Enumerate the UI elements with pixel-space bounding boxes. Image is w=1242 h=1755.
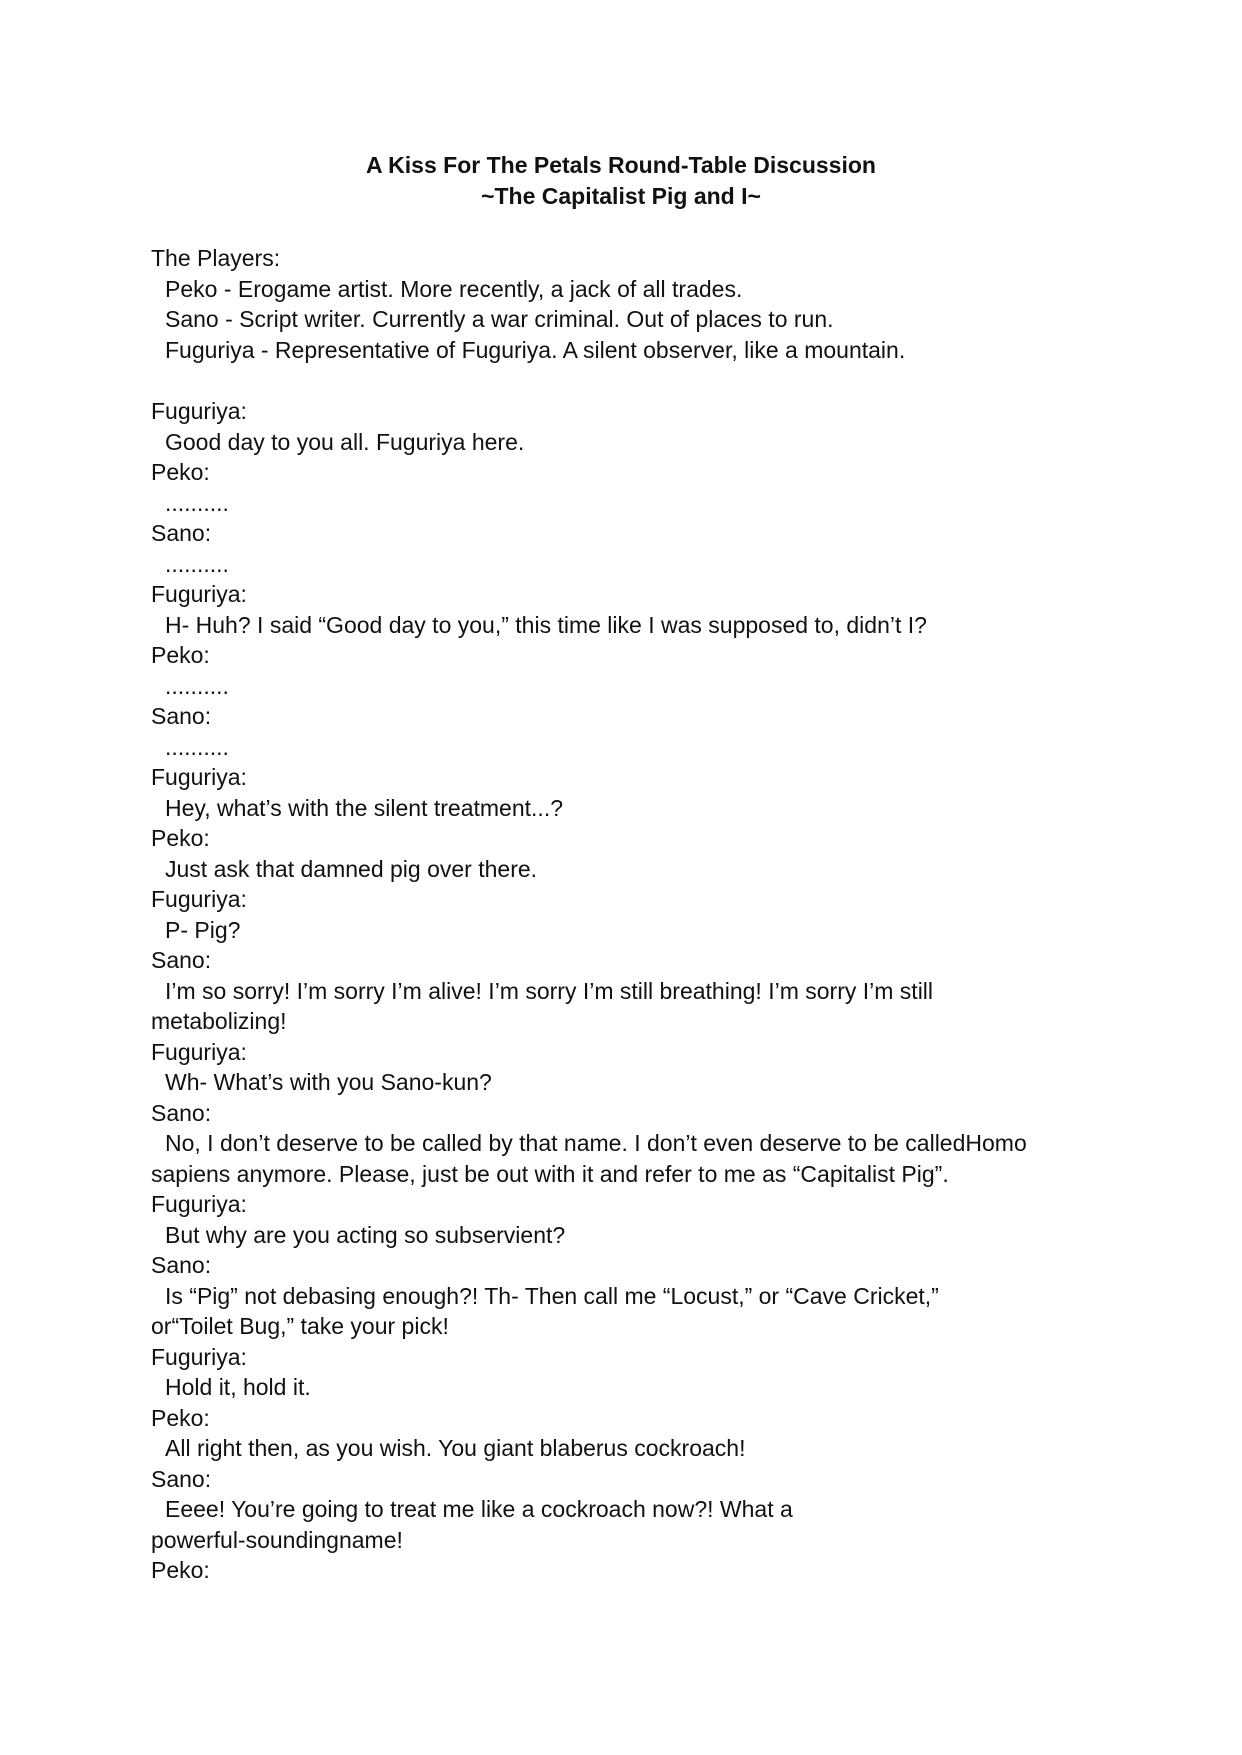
speaker-label: Peko:	[151, 825, 210, 851]
dialogue-line: H- Huh? I said “Good day to you,” this time like I was supposed to, didn’t I?	[165, 611, 927, 638]
dialogue-line: sapiens anymore. Please, just be out with it and refer to me as “Capitalist Pig”.	[151, 1160, 949, 1187]
dialogue-line: ..........	[165, 489, 229, 516]
dialogue-line: or“Toilet Bug,” take your pick!	[151, 1313, 449, 1339]
speaker-label: Fuguriya:	[151, 398, 247, 424]
speaker-label: Fuguriya:	[151, 886, 247, 912]
dialogue-line: ..........	[165, 550, 229, 577]
dialogue-line: ..........	[165, 733, 229, 760]
player-entry-peko: Peko - Erogame artist. More recently, a jack of all trades.	[165, 275, 743, 302]
dialogue-line: All right then, as you wish. You giant blaberus cockroach!	[165, 1435, 746, 1461]
dialogue-line: Is “Pig” not debasing enough?! Th- Then call me “Locust,” or “Cave Cricket,”	[165, 1282, 939, 1309]
speaker-label: Sano:	[151, 1465, 212, 1492]
speaker-label: Fuguriya:	[151, 581, 247, 607]
speaker-label: Fuguriya:	[151, 764, 247, 790]
dialogue-transcript	[151, 396, 1101, 1586]
dialogue-line: ..........	[165, 672, 229, 699]
speaker-label: Sano:	[151, 520, 212, 546]
speaker-label: Fuguriya:	[151, 1191, 247, 1217]
document-body	[151, 243, 1101, 1586]
dialogue-line: Good day to you all. Fuguriya here.	[165, 428, 525, 455]
document-subtitle: ~The Capitalist Pig and I~	[481, 183, 761, 209]
speaker-label: Sano:	[151, 703, 212, 729]
speaker-label: Fuguriya:	[151, 1038, 247, 1065]
speaker-label: Peko:	[151, 1557, 210, 1583]
speaker-label: Sano:	[151, 1099, 212, 1126]
dialogue-line: P- Pig?	[165, 916, 241, 943]
player-entry-fuguriya: Fuguriya - Representative of Fuguriya. A silent observer, like a mountain.	[165, 336, 906, 363]
players-heading: The Players:	[151, 245, 281, 271]
dialogue-line: Wh- What’s with you Sano-kun?	[165, 1069, 492, 1095]
speaker-label: Fuguriya:	[151, 1343, 247, 1370]
speaker-label: Sano:	[151, 1252, 212, 1278]
dialogue-line: Hold it, hold it.	[165, 1374, 311, 1400]
dialogue-line: No, I don’t deserve to be called by that name. I don’t even deserve to be calledHomo	[165, 1130, 1027, 1156]
dialogue-line: But why are you acting so subservient?	[165, 1221, 566, 1248]
dialogue-line: Hey, what’s with the silent treatment...?	[165, 794, 563, 821]
dialogue-line: metabolizing!	[151, 1008, 287, 1034]
dialogue-line: Eeee! You’re going to treat me like a cockroach now?! What a	[165, 1496, 793, 1522]
dialogue-line: Just ask that damned pig over there.	[165, 855, 538, 882]
player-entry-sano: Sano - Script writer. Currently a war criminal. Out of places to run.	[165, 306, 834, 332]
speaker-label: Sano:	[151, 947, 212, 973]
speaker-label: Peko:	[151, 642, 210, 668]
speaker-label: Peko:	[151, 1404, 210, 1431]
document-title: A Kiss For The Petals Round-Table Discussion	[366, 152, 876, 178]
speaker-label: Peko:	[151, 459, 210, 485]
dialogue-line: I’m so sorry! I’m sorry I’m alive! I’m sorry I’m still breathing! I’m sorry I’m still	[165, 977, 934, 1004]
section-gap	[151, 365, 1101, 396]
dialogue-line: powerful-soundingname!	[151, 1526, 403, 1553]
